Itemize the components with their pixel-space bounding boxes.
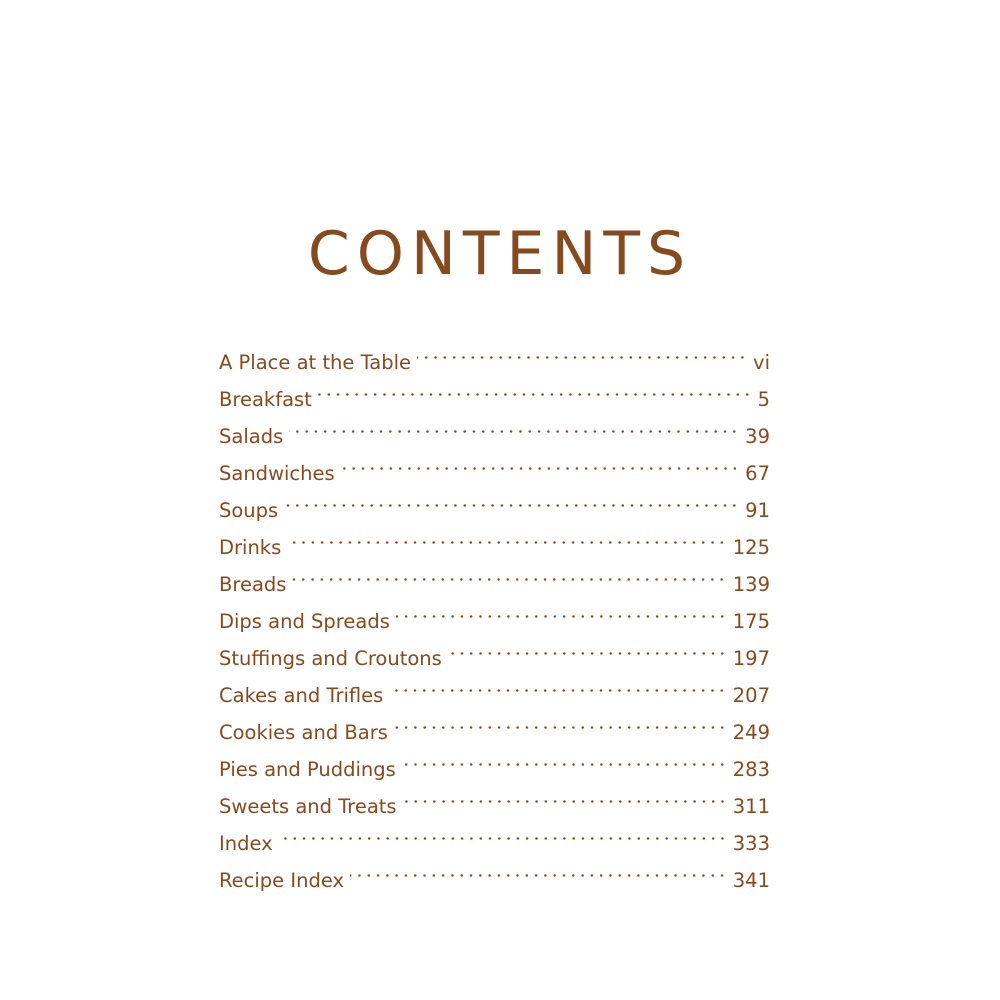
toc-entry-page: 175: [732, 610, 770, 633]
toc-entry[interactable]: [219, 850, 770, 892]
toc-entry-page: 125: [732, 536, 770, 559]
toc-entry-label: Salads: [219, 425, 284, 448]
dot-leader: [403, 776, 727, 813]
toc-entry-label: Recipe Index: [219, 869, 345, 892]
dot-leader: [341, 443, 740, 480]
toc-entry-page: 5: [757, 388, 770, 411]
toc-entry-page: 283: [732, 758, 770, 781]
toc-entry-label: Breakfast: [219, 388, 312, 411]
toc-entry[interactable]: [219, 332, 770, 374]
toc-entry[interactable]: [219, 443, 770, 485]
dot-leader: [292, 554, 726, 591]
toc-entry[interactable]: [219, 591, 770, 633]
table-of-contents: [219, 332, 770, 892]
toc-entry[interactable]: [219, 406, 770, 448]
toc-entry-label: Cookies and Bars: [219, 721, 388, 744]
dot-leader: [394, 702, 727, 739]
dot-leader: [289, 406, 739, 443]
toc-entry-page: 39: [745, 425, 770, 448]
toc-entry-page: 249: [732, 721, 770, 744]
dot-leader: [448, 628, 727, 665]
toc-entry-label: Cakes and Trifles: [219, 684, 384, 707]
toc-entry-label: Pies and Puddings: [219, 758, 396, 781]
dot-leader: [417, 332, 747, 369]
toc-entry[interactable]: [219, 813, 770, 855]
toc-entry-label: Drinks: [219, 536, 282, 559]
toc-entry-label: Breads: [219, 573, 287, 596]
toc-entry[interactable]: [219, 480, 770, 522]
toc-entry-page: 139: [732, 573, 770, 596]
dot-leader: [402, 739, 727, 776]
toc-entry[interactable]: [219, 554, 770, 596]
toc-entry-page: 67: [745, 462, 770, 485]
toc-entry-label: Sandwiches: [219, 462, 335, 485]
toc-entry-page: 311: [732, 795, 770, 818]
toc-entry-label: A Place at the Table: [219, 351, 412, 374]
toc-entry-page: vi: [753, 351, 770, 374]
page-title: CONTENTS: [307, 219, 693, 289]
toc-entry-page: 341: [732, 869, 770, 892]
dot-leader: [389, 665, 726, 702]
toc-entry-page: 197: [732, 647, 770, 670]
dot-leader: [318, 369, 752, 406]
dot-leader: [279, 813, 727, 850]
toc-entry-page: 333: [732, 832, 770, 855]
toc-entry-label: Index: [219, 832, 273, 855]
toc-entry-page: 91: [745, 499, 770, 522]
toc-entry-label: Dips and Spreads: [219, 610, 390, 633]
dot-leader: [396, 591, 727, 628]
toc-entry-label: Stuffings and Croutons: [219, 647, 442, 670]
toc-entry-label: Sweets and Treats: [219, 795, 397, 818]
dot-leader: [350, 850, 727, 887]
toc-entry-label: Soups: [219, 499, 279, 522]
toc-entry[interactable]: [219, 517, 770, 559]
dot-leader: [284, 480, 739, 517]
dot-leader: [287, 517, 727, 554]
toc-entry-page: 207: [732, 684, 770, 707]
